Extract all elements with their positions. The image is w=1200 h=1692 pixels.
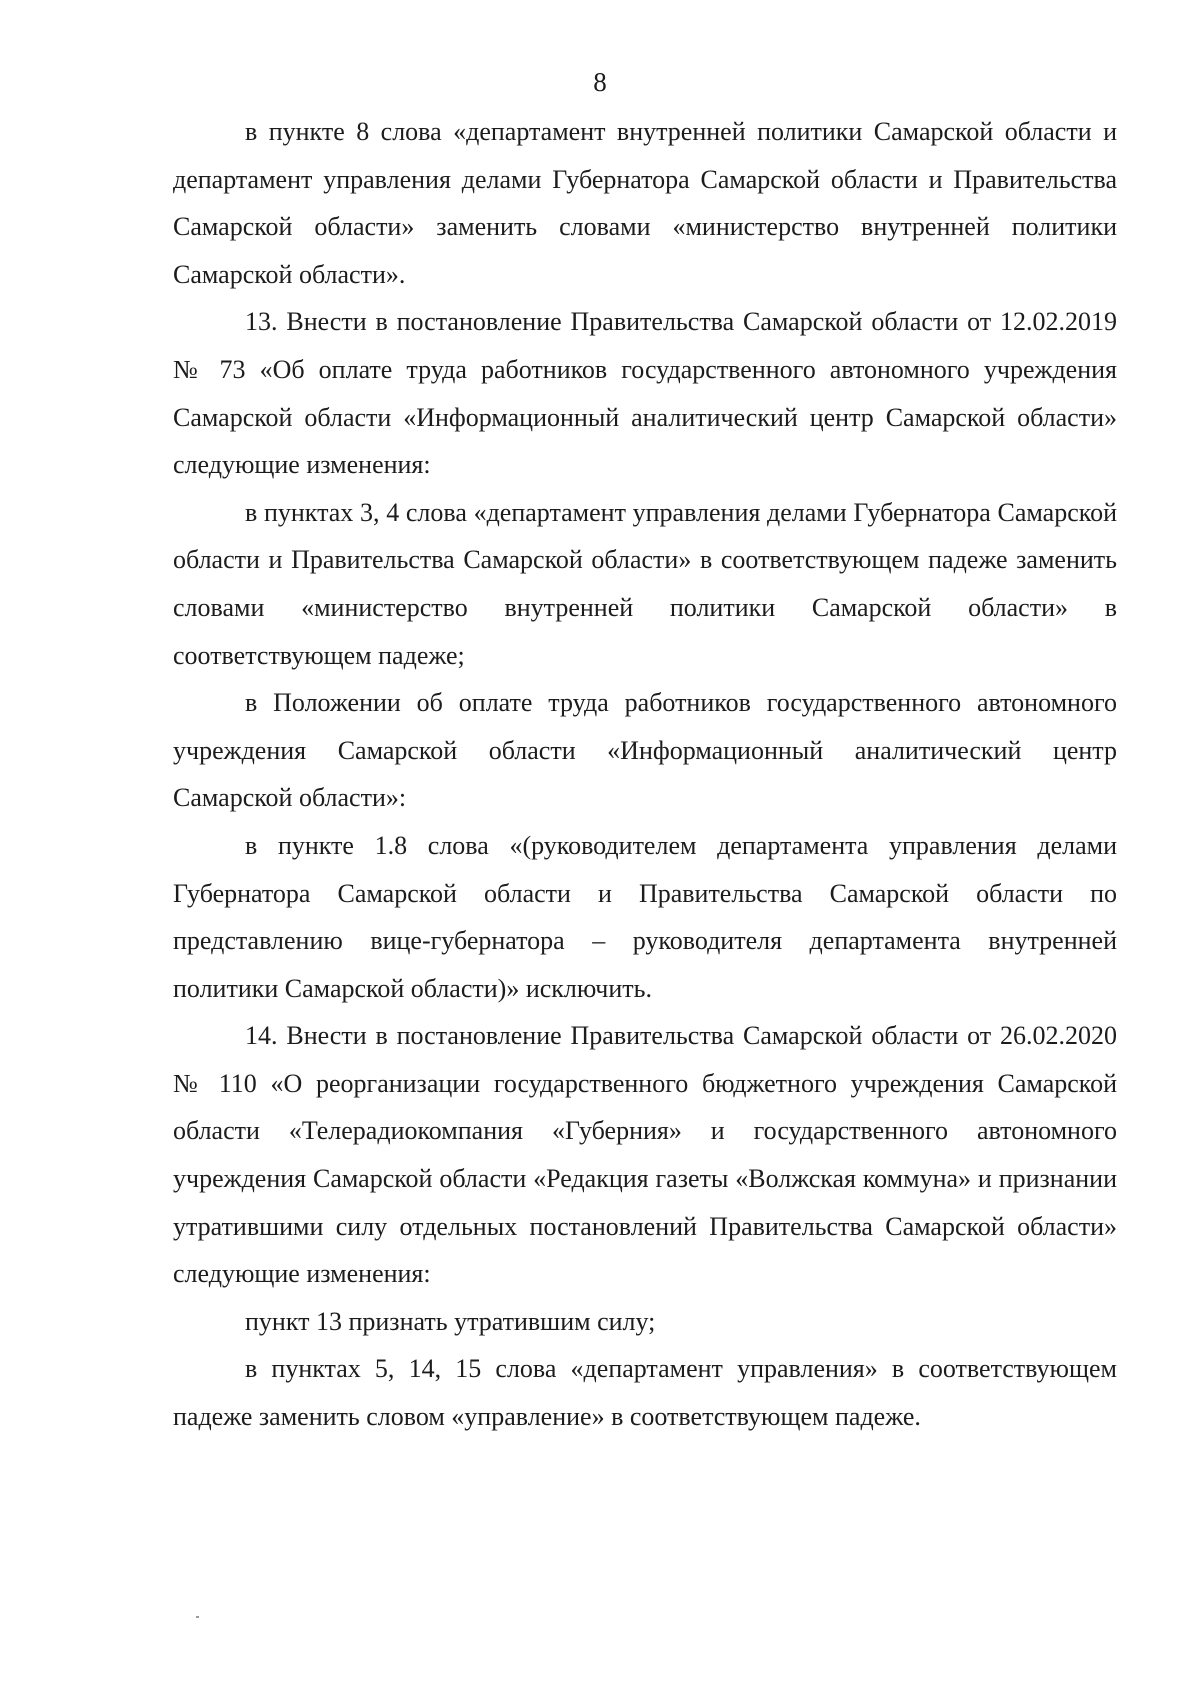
- scan-artifact: [196, 1616, 199, 1618]
- paragraph-items-5-14-15-amendment: в пунктах 5, 14, 15 слова «департамент управления» в соответствующем падеже заменить словом «управление» в соответствующем падеже.: [173, 1354, 1117, 1432]
- paragraph-regulation-intro: в Положении об оплате труда работников государственного автономного учреждения Самарской области «Информационный аналитический центр Самарской области»:: [173, 688, 1117, 813]
- paragraph-items-3-4-amendment: в пунктах 3, 4 слова «департамент управления делами Губернатора Самарской области и Правительства Самарской области» в соответствующем падеже заменить словами «министерство внутренней политики Самарской области» в соответствующем падеже;: [173, 497, 1117, 670]
- paragraph-item-13-repeal: пункт 13 признать утратившим силу;: [245, 1306, 656, 1336]
- document-body: [173, 108, 1117, 1441]
- paragraph-clause-14: 14. Внести в постановление Правительства Самарской области от 26.02.2020 № 110 «О реорганизации государственного бюджетного учреждения Самарской области «Телерадиокомпания «Губерния» и государственного автономного учреждения Самарской области «Редакция газеты «Волжская коммуна» и признании утратившими силу отдельных постановлений Правительства Самарской области» следующие изменения:: [173, 1021, 1117, 1289]
- paragraph-item-8-amendment: в пункте 8 слова «департамент внутренней политики Самарской области и департамент управления делами Губернатора Самарской области и Правительства Самарской области» заменить словами «министерство внутренней политики Самарской области».: [173, 117, 1117, 289]
- page-number: 8: [593, 67, 607, 97]
- paragraph-clause-13: 13. Внести в постановление Правительства Самарской области от 12.02.2019 № 73 «Об оплате труда работников государственного автономного учреждения Самарской области «Информационный аналитический центр Самарской области» следующие изменения:: [173, 307, 1117, 480]
- paragraph-item-1-8-amendment: в пункте 1.8 слова «(руководителем департамента управления делами Губернатора Самарской области и Правительства Самарской области по представлению вице-губернатора – руководителя департамента внутренней политики Самарской области)» исключить.: [173, 830, 1117, 1003]
